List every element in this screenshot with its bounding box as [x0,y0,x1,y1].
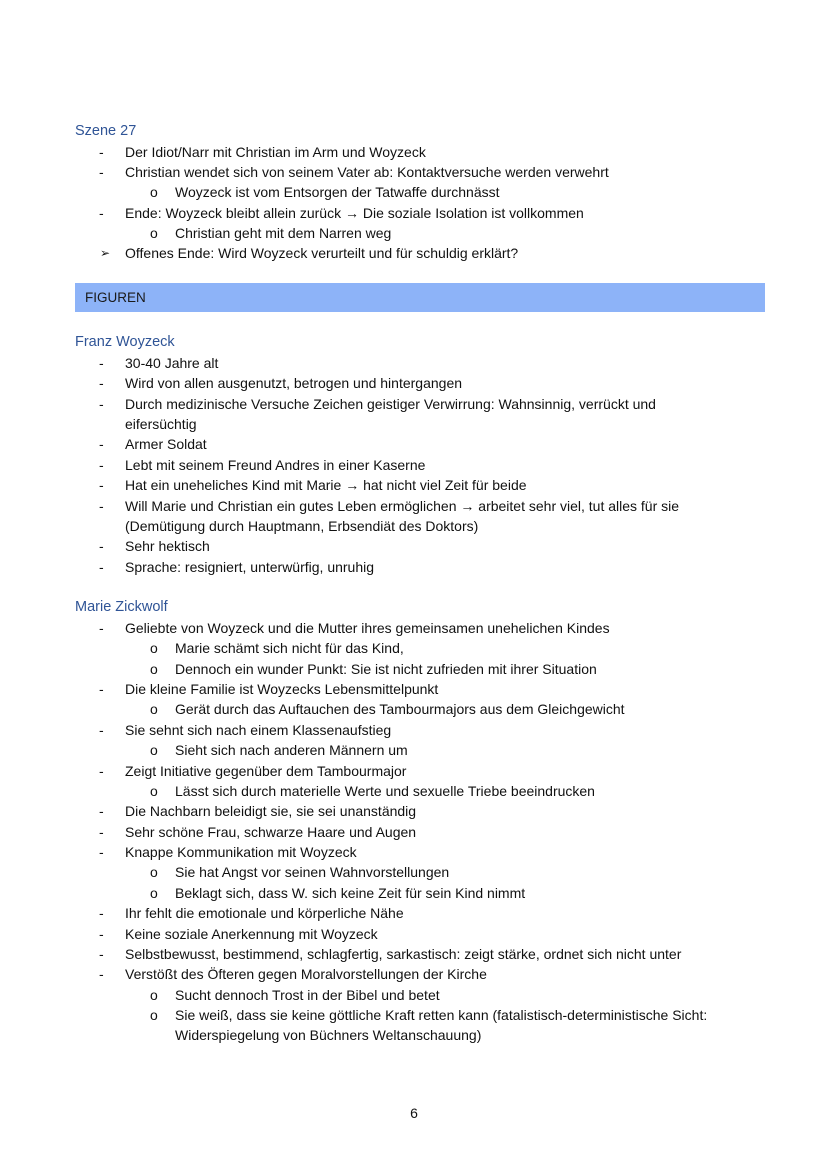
dash-bullet: - [99,722,104,738]
section-bar-figuren [75,283,765,312]
circle-bullet: o [150,661,158,677]
sub-list-item-continuation: Widerspiegelung von Büchners Weltanschauung) [175,1027,482,1043]
dash-bullet: - [99,477,104,493]
dash-bullet: - [99,620,104,636]
arrow-bullet-icon: ➢ [100,246,111,260]
circle-bullet: o [150,987,158,1003]
heading-szene-27: Szene 27 [75,123,137,139]
dash-bullet: - [99,538,104,554]
dash-bullet: - [99,144,104,160]
dash-bullet: - [99,559,104,575]
circle-bullet: o [150,864,158,880]
dash-bullet: - [99,498,104,514]
circle-bullet: o [150,1007,158,1023]
dash-bullet: - [99,905,104,921]
document-page: Szene 27 - Der Idiot/Narr mit Christian im Arm und Woyzeck - Christian wendet sich von seinem Vater ab: Kontaktversuche werden verwehrt o Woyzeck ist vom Entsorgen der Tatwaffe durchnässt - Ende: Woyzeck bleibt allein zurück → Die soziale Isolation ist vollkommen o Christian geht mit dem Narren weg ➢ Offenes Ende: Wird Woyzeck verurteilt und für schuldig erklärt? FIGUREN Franz Woyzeck - 30-40 Jahre alt - Wird von allen ausgenutzt, betrogen und hintergangen - Durch medizinische Versuche Zeichen geistiger Verwirrung: Wahnsinnig, verrückt und eifersüchtig - Armer Soldat - Lebt mit seinem Freund Andres in einer Kaserne - Hat ein uneheliches Kind mit Marie → hat nicht viel Zeit für beide - Will Marie und Christian ein gutes Leben ermöglichen → arbeitet sehr viel, tut alles für sie (Demütigung durch Hauptmann, Erbsendiät des Doktors) - Sehr hektisch - Sprache: resigniert, unterwürfig, unruhig Marie Zickwolf - Geliebte von Woyzeck und die Mutter ihres gemeinsamen unehelichen Kindes o Marie schämt sich nicht für das Kind, o Dennoch ein wunder Punkt: Sie ist nicht zufrieden mit ihrer Situation - Die kleine Familie ist Woyzecks Lebensmittelpunkt o Gerät durch das Auftauchen des Tambourmajors aus dem Gleichgewicht - Sie sehnt sich nach einem Klassenaufstieg o Sieht sich nach anderen Männern um - Zeigt Initiative gegenüber dem Tambourmajor o Lässt sich durch materielle Werte und sexuelle Triebe beeindrucken - Die Nachbarn beleidigt sie, sie sei unanständig - Sehr schöne Frau, schwarze Haare und Augen - Knappe Kommunikation mit Woyzeck o Sie hat Angst vor seinen Wahnvorstellungen o Beklagt sich, dass W. sich keine Zeit für sein Kind nimmt - Ihr fehlt die emotionale und körperliche Nähe - Keine soziale Anerkennung mit Woyzeck - Selbstbewusst, bestimmend, schlagfertig, sarkastisch: zeigt stärke, ordnet sich nicht unter - Verstößt des Öfteren gegen Moralvorstellungen der Kirche o Sucht dennoch Trost in der Bibel und betet o Sie weiß, dass sie keine göttliche Kraft retten kann (fatalistisch-deterministische Sicht: Widerspiegelung von Büchners Weltanschauung) 6 [0,0,828,1171]
dash-bullet: - [99,396,104,412]
dash-bullet: - [99,436,104,452]
heading-franz-woyzeck: Franz Woyzeck [75,334,175,350]
dash-bullet: - [99,844,104,860]
circle-bullet: o [150,184,158,200]
dash-bullet: - [99,457,104,473]
dash-bullet: - [99,355,104,371]
dash-bullet: - [99,164,104,180]
circle-bullet: o [150,640,158,656]
dash-bullet: - [99,824,104,840]
dash-bullet: - [99,803,104,819]
list-item-continuation: eifersüchtig [125,416,197,432]
page-number: 6 [410,1105,418,1121]
dash-bullet: - [99,681,104,697]
dash-bullet: - [99,946,104,962]
dash-bullet: - [99,763,104,779]
dash-bullet: - [99,205,104,221]
dash-bullet: - [99,966,104,982]
circle-bullet: o [150,783,158,799]
heading-marie-zickwolf: Marie Zickwolf [75,599,168,615]
circle-bullet: o [150,885,158,901]
dash-bullet: - [99,926,104,942]
list-item-continuation: (Demütigung durch Hauptmann, Erbsendiät des Doktors) [125,518,479,534]
dash-bullet: - [99,375,104,391]
circle-bullet: o [150,225,158,241]
section-bar-label: FIGUREN [85,290,146,305]
circle-bullet: o [150,701,158,717]
circle-bullet: o [150,742,158,758]
